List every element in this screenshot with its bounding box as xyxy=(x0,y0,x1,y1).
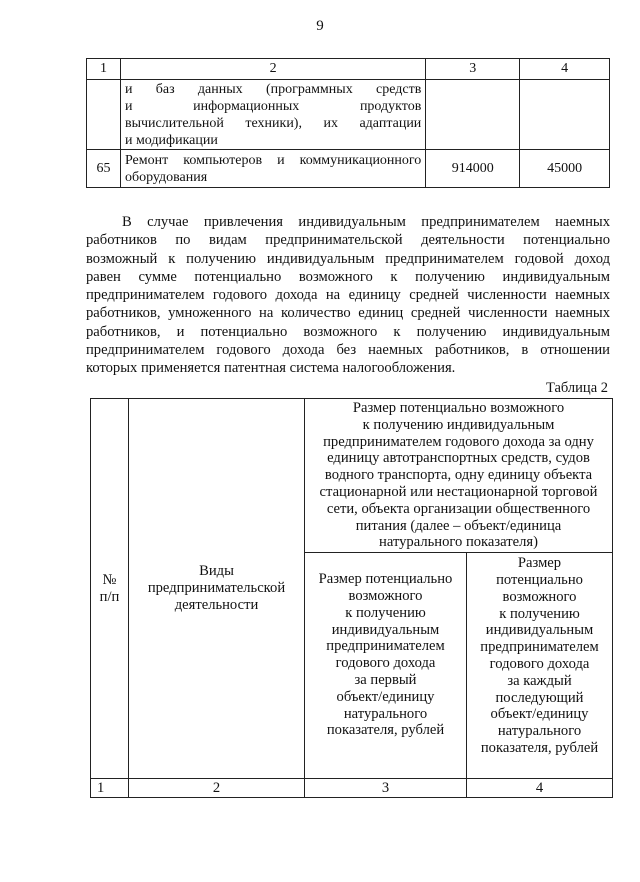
page-number: 9 xyxy=(316,18,324,34)
activity-name xyxy=(120,80,425,150)
column-number: 4 xyxy=(467,779,613,798)
activity-line: Ремонт компьютеров и коммуникационного xyxy=(124,152,422,168)
header-line: стационарной или нестационарной торговой xyxy=(319,483,598,500)
header-line: возможного xyxy=(502,588,577,605)
header-line: потенциально xyxy=(496,571,583,588)
paragraph-line: В случае привлечения индивидуальным предпринимателем наемных xyxy=(122,214,610,230)
number-column-header xyxy=(91,399,129,779)
header-line: за каждый xyxy=(507,672,572,689)
paragraph-line: равен сумме потенциально возможного к получению индивидуальным xyxy=(86,268,610,285)
income-value-next xyxy=(520,80,610,150)
header-line: предпринимательской xyxy=(147,580,286,597)
paragraph-line: работников, умноженного на количество единиц средней численности наемных xyxy=(86,305,610,322)
paragraph-line: работников по видам предпринимательской деятельности потенциально xyxy=(86,232,610,249)
header-line: возможного xyxy=(348,587,423,604)
activity-line: и информационных продуктов xyxy=(124,99,422,114)
income-group-header xyxy=(305,399,613,553)
paragraph-line: предпринимателем годового дохода на единицу средней численности наемных xyxy=(86,287,610,304)
header-line: сети, объекта организации общественного xyxy=(326,500,591,517)
header-line: водного транспорта, одну единицу объекта xyxy=(324,467,593,484)
header-line: к получению xyxy=(345,604,426,621)
header-line: предпринимателем годового дохода за одну xyxy=(323,433,594,450)
income-size-table xyxy=(90,398,613,798)
header-line: годового дохода xyxy=(489,655,590,672)
header-line: последующий xyxy=(495,689,584,706)
header-line: индивидуальным xyxy=(485,622,594,639)
table-row xyxy=(87,80,610,150)
header-line: Размер xyxy=(517,555,562,572)
column-number: 1 xyxy=(91,779,129,798)
header-line: индивидуальным xyxy=(331,621,440,638)
activity-line: оборудования xyxy=(124,169,208,185)
column-number-row xyxy=(91,779,613,798)
header-line: показателя, рублей xyxy=(326,722,445,739)
header-line: объект/единицу xyxy=(336,688,435,705)
paragraph-line: работников, и потенциально возможного к получению индивидуальным xyxy=(86,323,610,340)
row-number: 65 xyxy=(87,150,121,188)
header-cell: 2 xyxy=(120,59,425,80)
income-value-next: 45000 xyxy=(520,150,610,188)
header-line: деятельности xyxy=(174,596,259,613)
paragraph-line: которых применяется патентная система налогообложения. xyxy=(86,360,456,377)
header-line: Виды xyxy=(199,563,234,580)
header-line: Размер потенциально xyxy=(318,571,453,588)
header-line: № xyxy=(102,571,117,588)
header-line: объект/единицу xyxy=(490,706,589,723)
paragraph-line: предпринимателем годового дохода без наемных работников, в отношении xyxy=(86,342,610,359)
activities-table-continued xyxy=(86,58,610,188)
header-line: п/п xyxy=(99,588,120,605)
header-line: годового дохода xyxy=(335,655,436,672)
header-cell: 3 xyxy=(426,59,520,80)
activity-column-header xyxy=(129,399,305,779)
header-line: единицу автотранспортных средств, судов xyxy=(327,450,590,467)
income-value-first xyxy=(426,80,520,150)
row-number xyxy=(87,80,121,150)
header-cell: 1 xyxy=(87,59,121,80)
header-line: к получению индивидуальным xyxy=(362,416,555,433)
header-cell: 4 xyxy=(520,59,610,80)
header-line: за первый xyxy=(354,671,417,688)
header-line: предпринимателем xyxy=(480,639,599,656)
first-object-income-header xyxy=(305,553,467,779)
next-object-income-header xyxy=(467,553,613,779)
header-line: натурального xyxy=(343,705,428,722)
activity-name xyxy=(120,150,425,188)
header-line: питания (далее – объект/единица xyxy=(355,517,562,534)
table-header-row xyxy=(91,399,613,553)
body-paragraph xyxy=(86,213,610,378)
header-line: предпринимателем xyxy=(326,638,445,655)
activity-line: вычислительной техники), их адаптации xyxy=(124,116,422,131)
income-value-first: 914000 xyxy=(426,150,520,188)
table-header-row xyxy=(87,59,610,80)
header-line: показателя, рублей xyxy=(480,739,599,756)
activity-line: и модификации xyxy=(124,133,218,148)
column-number: 3 xyxy=(305,779,467,798)
activity-line: и баз данных (программных средств xyxy=(124,82,422,97)
header-line: натурального xyxy=(497,723,582,740)
table-row xyxy=(87,150,610,188)
header-line: Размер потенциально возможного xyxy=(352,400,565,416)
column-number: 2 xyxy=(129,779,305,798)
table-caption: Таблица 2 xyxy=(545,380,608,396)
header-line: к получению xyxy=(499,605,580,622)
header-line: натурального показателя) xyxy=(379,534,538,551)
paragraph-line: возможный к получению индивидуальным предпринимателем годовой доход xyxy=(86,250,610,267)
